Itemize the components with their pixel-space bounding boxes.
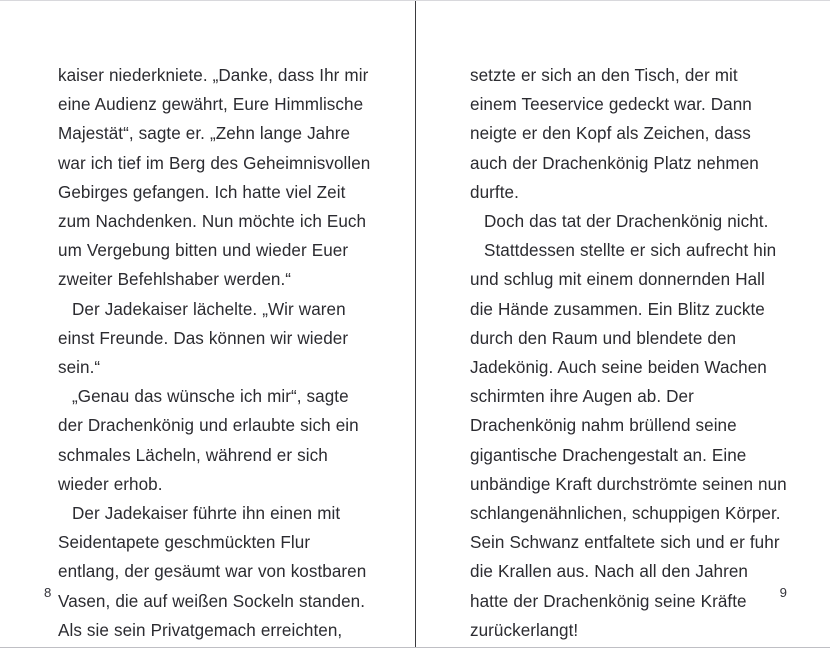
page-number-right: 9 <box>779 585 787 600</box>
left-page-textblock <box>58 61 376 645</box>
paragraph: Der Jadekaiser lächelte. „Wir waren einst Freunde. Das können wir wieder sein.“ <box>58 299 349 378</box>
paragraph: Stattdessen stellte er sich aufrecht hin und schlug mit einem donnernden Hall die Hände zusammen. Ein Blitz zuckte durch den Raum und blendete den Jadekönig. Auch seine beiden Wachen schirmten ihre Augen ab. Der Drachenkönig nahm brüllend seine gigantische Drachengestalt an. Eine unbändige Kraft durchströmte seinen nun schlangenähnlichen, schuppigen Körper. Sein Schwanz entfaltete sich und er fuhr die Krallen aus. Nach all den Jahren hatte der Drachenkönig seine Kräfte zurückerlangt! <box>470 241 787 640</box>
right-page-textblock <box>470 61 788 645</box>
page-number-left: 8 <box>44 585 52 600</box>
paragraph: Doch das tat der Drachenkönig nicht. <box>484 212 769 232</box>
paragraph: setzte er sich an den Tisch, der mit einem Teeservice gedeckt war. Dann neigte er den Kopf als Zeichen, dass auch der Drachenkönig Platz nehmen durfte. <box>470 66 759 202</box>
paragraph: „Genau das wünsche ich mir“, sagte der Drachenkönig und erlaubte sich ein schmales Lächeln, während er sich wieder erhob. <box>58 387 359 494</box>
paragraph: Der Jadekaiser führte ihn einen mit Seidentapete geschmückten Flur entlang, der gesäumt war von kostbaren Vasen, die auf weißen Sockeln standen. Als sie sein Privatgemach erreichten, <box>58 504 367 640</box>
right-page <box>416 1 830 648</box>
left-page <box>0 1 415 648</box>
paragraph: kaiser niederkniete. „Danke, dass Ihr mir eine Audienz gewährt, Eure Himmlische Majestät“, sagte er. „Zehn lange Jahre war ich tief im Berg des Geheimnisvollen Gebirges gefangen. Ich hatte viel Zeit zum Nachdenken. Nun möchte ich Euch um Vergebung bitten und wieder Euer zweiter Befehlshaber werden.“ <box>58 66 371 290</box>
